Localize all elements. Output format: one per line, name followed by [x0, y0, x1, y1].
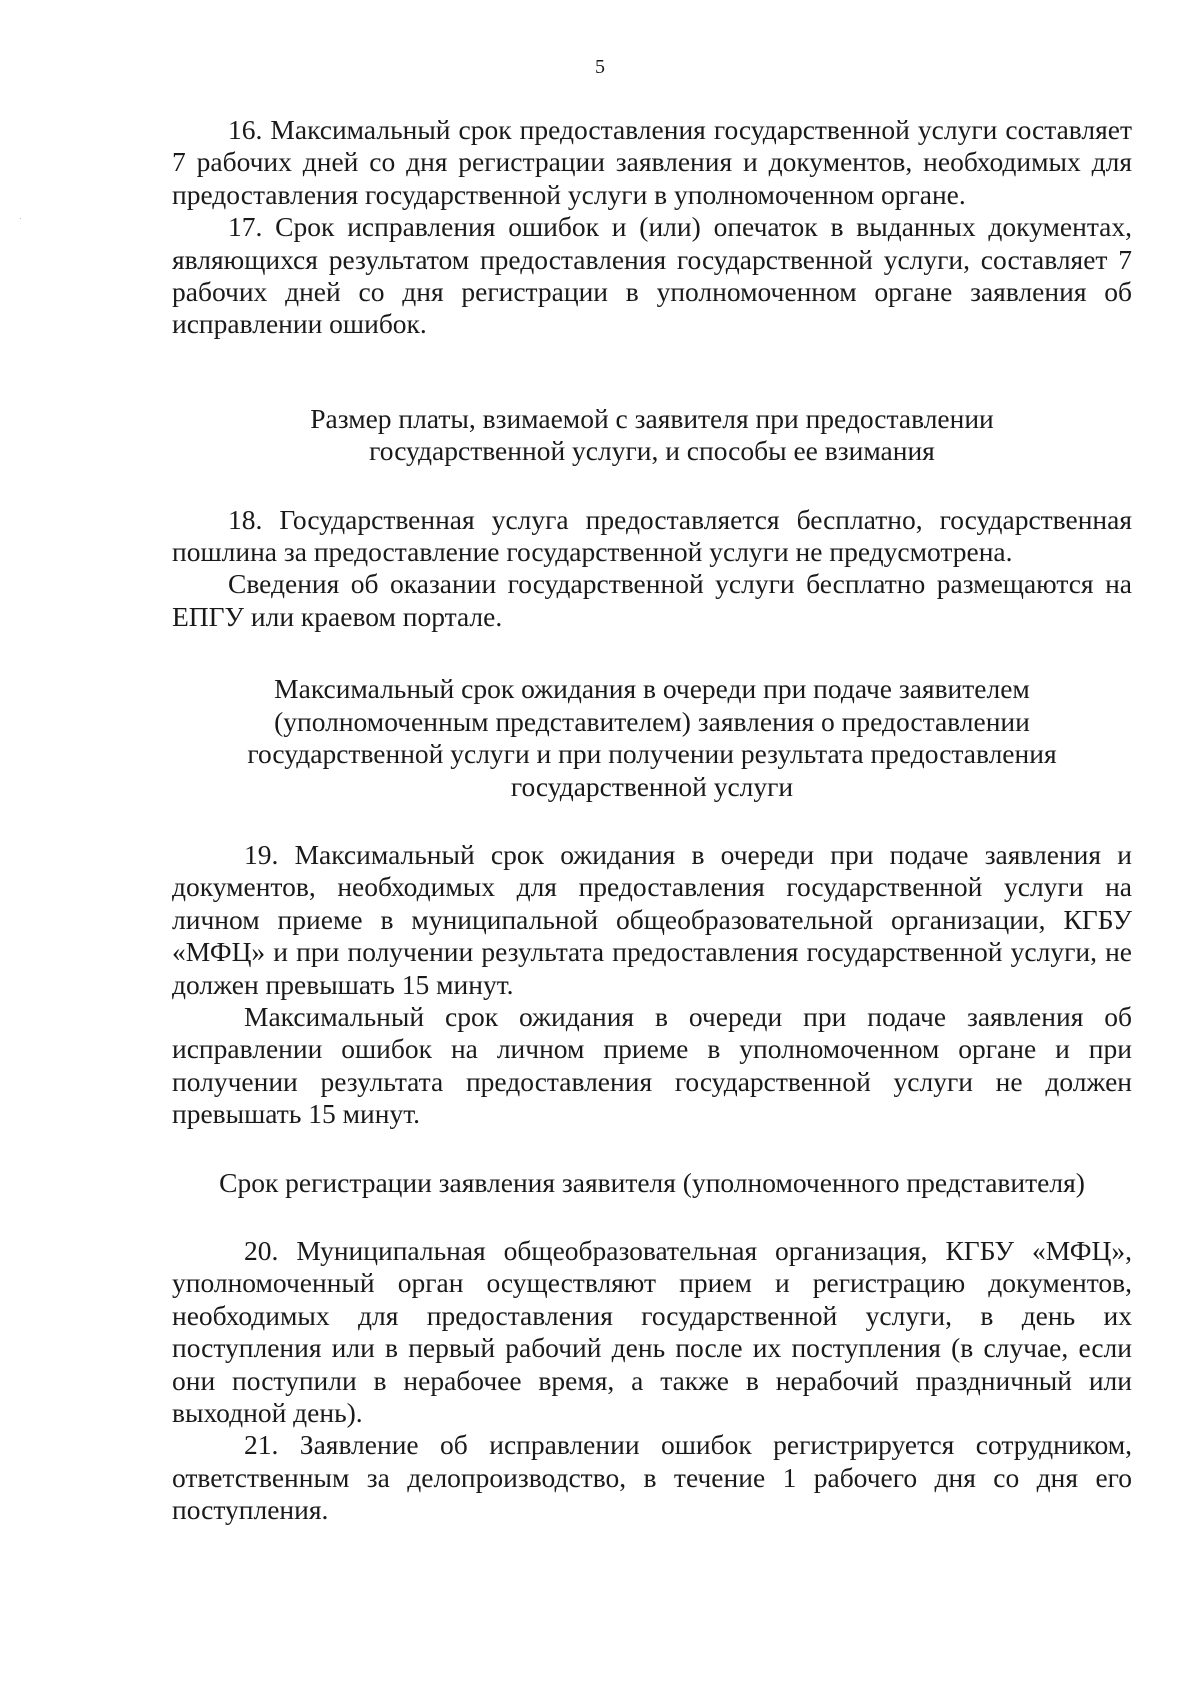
heading-line: государственной услуги: [510, 770, 794, 802]
scan-artifact: [20, 218, 21, 219]
paragraph-16: 16. Максимальный срок предоставления государственной услуги составляет 7 рабочих дней со дня регистрации заявления и документов, необходимых для предоставления государственной услуги в уполномоченном органе.: [172, 114, 1132, 210]
paragraph-19: 19. Максимальный срок ожидания в очереди при подаче заявления и документов, необходимых для предоставления государственной услуги на личном приеме в муниципальной общеобразовательной организации, КГБУ «МФЦ» и при получении результата предоставления государственной услуги, не должен превышать 15 минут.: [172, 838, 1132, 1000]
heading-line: Размер платы, взимаемой с заявителя при предоставлении: [310, 402, 994, 434]
paragraph-18: 18. Государственная услуга предоставляется бесплатно, государственная пошлина за предоставление государственной услуги не предусмотрена.: [172, 503, 1132, 568]
page-number: 5: [595, 56, 605, 78]
paragraph-17: 17. Срок исправления ошибок и (или) опечаток в выданных документах, являющихся результатом предоставления государственной услуги, составляет 7 рабочих дней со дня регистрации в уполномоченном органе заявления об исправлении ошибок.: [172, 211, 1132, 340]
section-heading-fee: [172, 403, 1132, 468]
document-body: [172, 114, 1132, 1527]
paragraph-19-continued: Максимальный срок ожидания в очереди при подаче заявления об исправлении ошибок на личном приеме в уполномоченном органе и при получении результата предоставления государственной услуги не должен превышать 15 минут.: [172, 1000, 1132, 1130]
paragraph-18-continued: Сведения об оказании государственной услуги бесплатно размещаются на ЕПГУ или краевом портале.: [172, 568, 1132, 632]
heading-line: Максимальный срок ожидания в очереди при подаче заявителем: [274, 673, 1030, 705]
paragraph-21: 21. Заявление об исправлении ошибок регистрируется сотрудником, ответственным за делопроизводство, в течение 1 рабочего дня со дня его поступления.: [172, 1429, 1132, 1526]
heading-line: (уполномоченным представителем) заявления о предоставлении: [274, 705, 1030, 737]
paragraph-20: 20. Муниципальная общеобразовательная организация, КГБУ «МФЦ», уполномоченный орган осуществляют прием и регистрацию документов, необходимых для предоставления государственной услуги, в день их поступления или в первый рабочий день после их поступления (в случае, если они поступили в нерабочее время, а также в нерабочий праздничный или выходной день).: [172, 1234, 1132, 1428]
heading-line: государственной услуги, и способы ее взимания: [369, 435, 935, 467]
section-heading-registration: Срок регистрации заявления заявителя (уполномоченного представителя): [219, 1166, 1085, 1198]
heading-line: государственной услуги и при получении результата предоставления: [247, 738, 1057, 770]
section-heading-queue: [172, 673, 1132, 803]
